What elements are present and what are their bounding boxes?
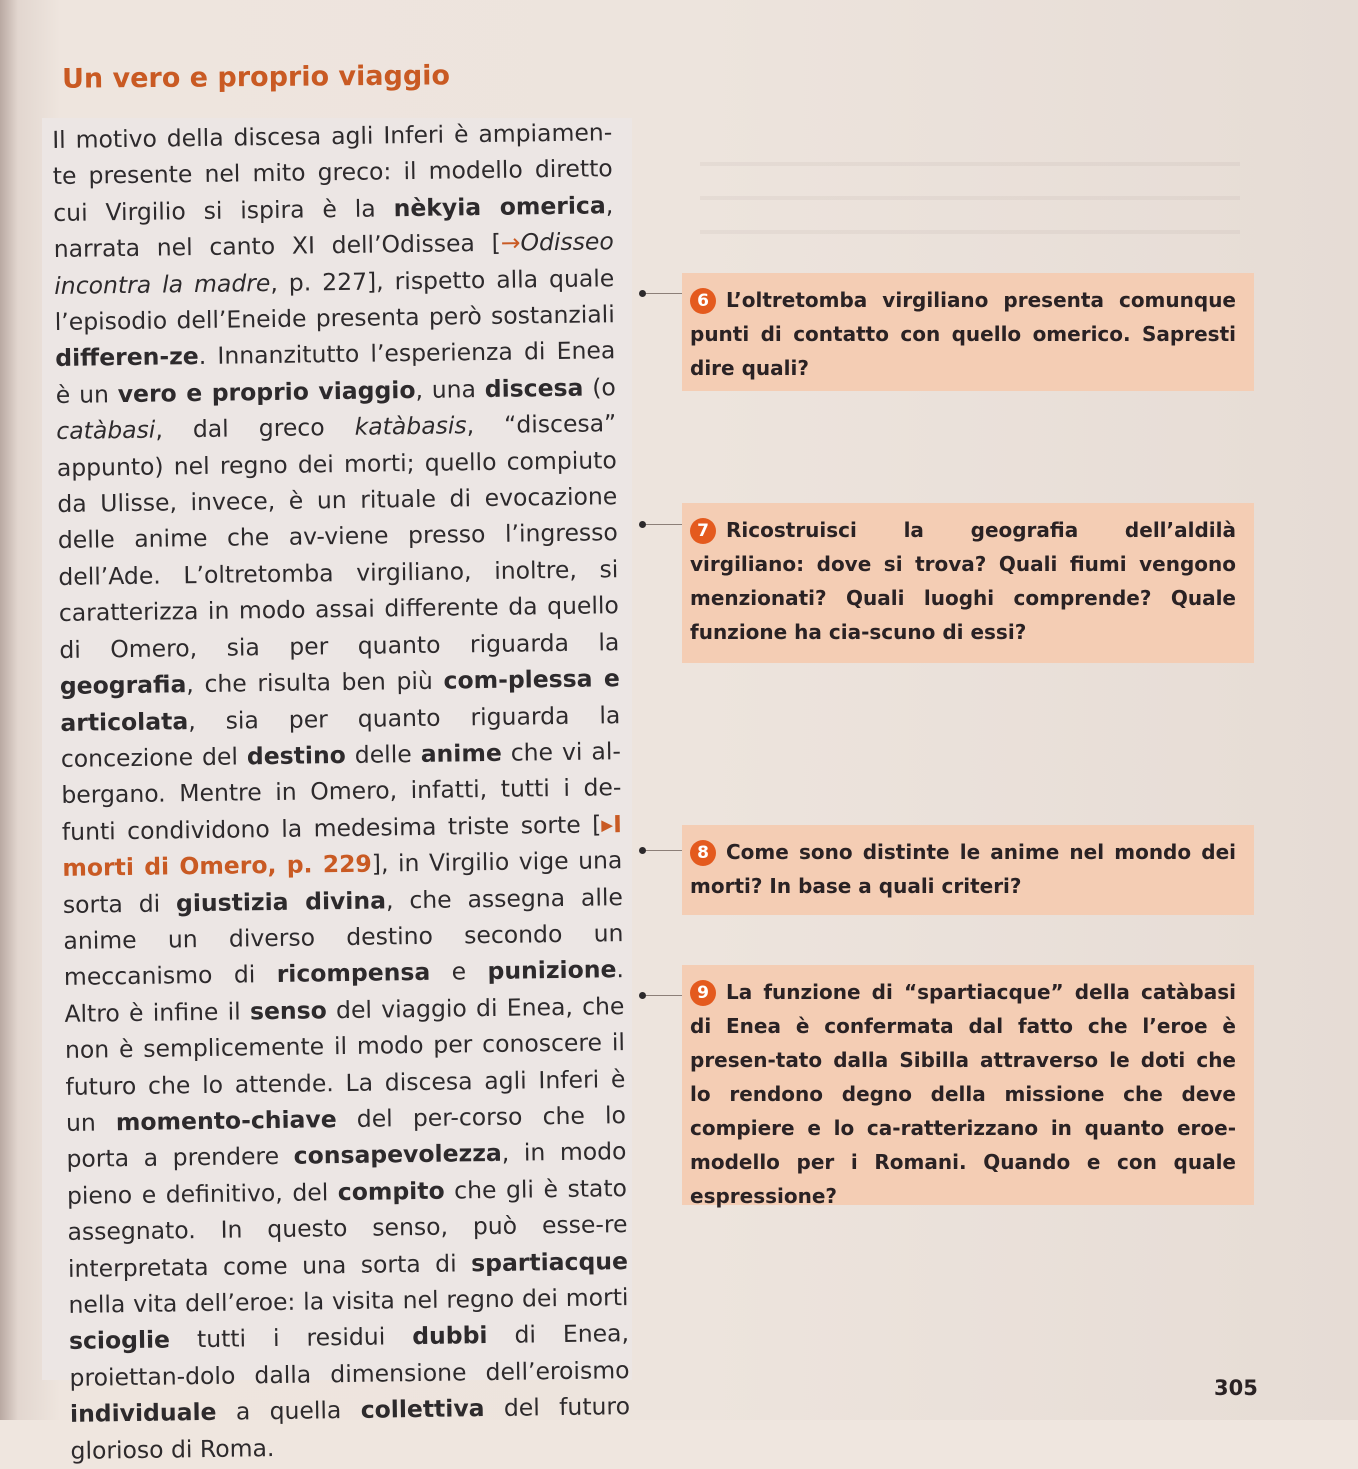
text-run-bold: ricompensa bbox=[276, 958, 431, 989]
text-run: , p. 227], rispetto alla quale l’episodio dell’Eneide presenta però sostanziali bbox=[54, 263, 615, 337]
text-run-bold: spartiacque bbox=[470, 1246, 629, 1277]
main-paragraph bbox=[52, 114, 631, 1469]
text-run: , narrata nel canto XI dell’Odissea [ bbox=[53, 190, 614, 264]
text-run-bold: punizione bbox=[487, 955, 617, 986]
text-run-bold: differen-ze bbox=[55, 342, 199, 373]
question-text: Come sono distinte le anime nel mondo dei morti? In base a quali criteri? bbox=[690, 840, 1236, 898]
text-run: che gli è stato assegnato. In questo senso, può esse-re interpretata come una sorta di bbox=[67, 1173, 628, 1283]
section-title: Un vero e proprio viaggio bbox=[61, 60, 451, 95]
question-box-9 bbox=[682, 965, 1254, 1208]
text-run: Il motivo della discesa agli Inferi è ampiamen-te presente nel mito greco: il modello diretto cui Virgilio si ispira è la bbox=[52, 118, 613, 227]
text-run-bold: consapevolezza bbox=[293, 1139, 502, 1171]
cross-reference-link[interactable]: Odisseo incontra la madre bbox=[54, 227, 614, 300]
question-number-badge: 6 bbox=[690, 288, 716, 314]
text-run: che vi al-bergano. Mentre in Omero, infatti, tutti i de-funti condividono la medesima triste sorte [ bbox=[61, 737, 622, 846]
text-run-italic: catàbasi bbox=[56, 415, 156, 446]
text-run: del per-corso che lo porta a prendere bbox=[66, 1101, 627, 1174]
question-box-6 bbox=[682, 273, 1254, 391]
text-run-bold: giustizia divina bbox=[175, 885, 387, 917]
text-run-bold: geografia bbox=[59, 670, 187, 701]
question-number-badge: 9 bbox=[690, 980, 716, 1006]
text-run-bold: momento-chiave bbox=[115, 1105, 337, 1137]
page-number: 305 bbox=[1214, 1376, 1258, 1400]
text-run: (o bbox=[583, 372, 616, 402]
text-run: e bbox=[430, 957, 488, 987]
question-number-badge: 8 bbox=[690, 840, 716, 866]
text-run-bold: individuale bbox=[69, 1398, 217, 1429]
text-run-bold: scioglie bbox=[68, 1325, 171, 1356]
text-run-italic: katàbasis bbox=[354, 411, 467, 442]
text-run: , dal greco bbox=[155, 413, 355, 444]
question-text: L’oltretomba virgiliano presenta comunque punti di contatto con quello omerico. Sapresti dire quali? bbox=[690, 288, 1236, 380]
text-run: nella vita dell’eroe: la visita nel regno dei morti bbox=[68, 1283, 629, 1319]
text-run: . Innanzitutto l’esperienza di Enea è un bbox=[55, 336, 616, 409]
question-number-badge: 7 bbox=[690, 518, 716, 544]
text-run: , una bbox=[415, 374, 485, 404]
text-run: di Enea, proiettan-dolo dalla dimensione dell’eroismo bbox=[69, 1319, 630, 1392]
text-run-bold: senso bbox=[249, 996, 327, 1026]
text-run: , “discesa” appunto) nel regno dei morti; quello compiuto da Ulisse, invece, è un rituale di evocazione delle anime che av-viene presso l’ingresso dell’Ade. L’oltretomba virgiliano, inoltre, si caratterizza in modo assai differente da quello di Omero, sia per quanto riguarda la bbox=[56, 409, 620, 664]
text-run-bold: com-plessa e articolata bbox=[60, 664, 621, 737]
cross-reference-link[interactable]: ▸I morti di Omero, p. 229 bbox=[62, 809, 623, 883]
text-run: . Altro è infine il bbox=[64, 955, 625, 1028]
text-run: delle bbox=[345, 739, 421, 769]
text-run-bold: nèkyia omerica bbox=[393, 191, 606, 223]
text-run: del viaggio di Enea, che non è semplicemente il modo per conoscere il futuro che lo attende. La discesa agli Inferi è un bbox=[64, 991, 626, 1137]
text-run: , che assegna alle anime un diverso destino secondo un meccanismo di bbox=[63, 882, 624, 992]
text-run-bold: compito bbox=[337, 1176, 445, 1206]
text-run-bold: anime bbox=[420, 738, 502, 768]
text-run: , sia per quanto riguarda la concezione del bbox=[60, 700, 621, 773]
question-box-8 bbox=[682, 825, 1254, 915]
text-run: a quella bbox=[216, 1396, 361, 1427]
text-run-bold: dubbi bbox=[412, 1321, 488, 1351]
text-run: del futuro glorioso di Roma. bbox=[70, 1392, 631, 1465]
question-box-7 bbox=[682, 503, 1254, 663]
question-text: La funzione di “spartiacque” della catàbasi di Enea è confermata dal fatto che l’eroe è presen-tato dalla Sibilla attraverso le doti che lo rendono degno della missione che deve compiere e lo ca-ratterizzano in quanto eroe-modello per i Romani. Quando e con quale espressione? bbox=[690, 980, 1236, 1208]
text-run: tutti i residui bbox=[169, 1322, 413, 1354]
text-run-bold: destino bbox=[246, 740, 347, 771]
question-text: Ricostruisci la geografia dell’aldilà virgiliano: dove si trova? Quali fiumi vengono menzionati? Quali luoghi comprende? Quale funzione ha cia-scuno di essi? bbox=[690, 518, 1236, 644]
text-run: , che risulta ben più bbox=[186, 666, 444, 699]
text-run-bold: discesa bbox=[484, 373, 584, 403]
arrow-icon: → bbox=[500, 228, 521, 257]
bleed-through-text bbox=[700, 140, 1240, 260]
text-run-bold: collettiva bbox=[360, 1394, 485, 1425]
text-run: , in modo pieno e definitivo, del bbox=[66, 1137, 627, 1210]
text-run: ], in Virgilio vige una sorta di bbox=[62, 846, 623, 919]
text-run-bold: vero e proprio viaggio bbox=[117, 375, 416, 408]
